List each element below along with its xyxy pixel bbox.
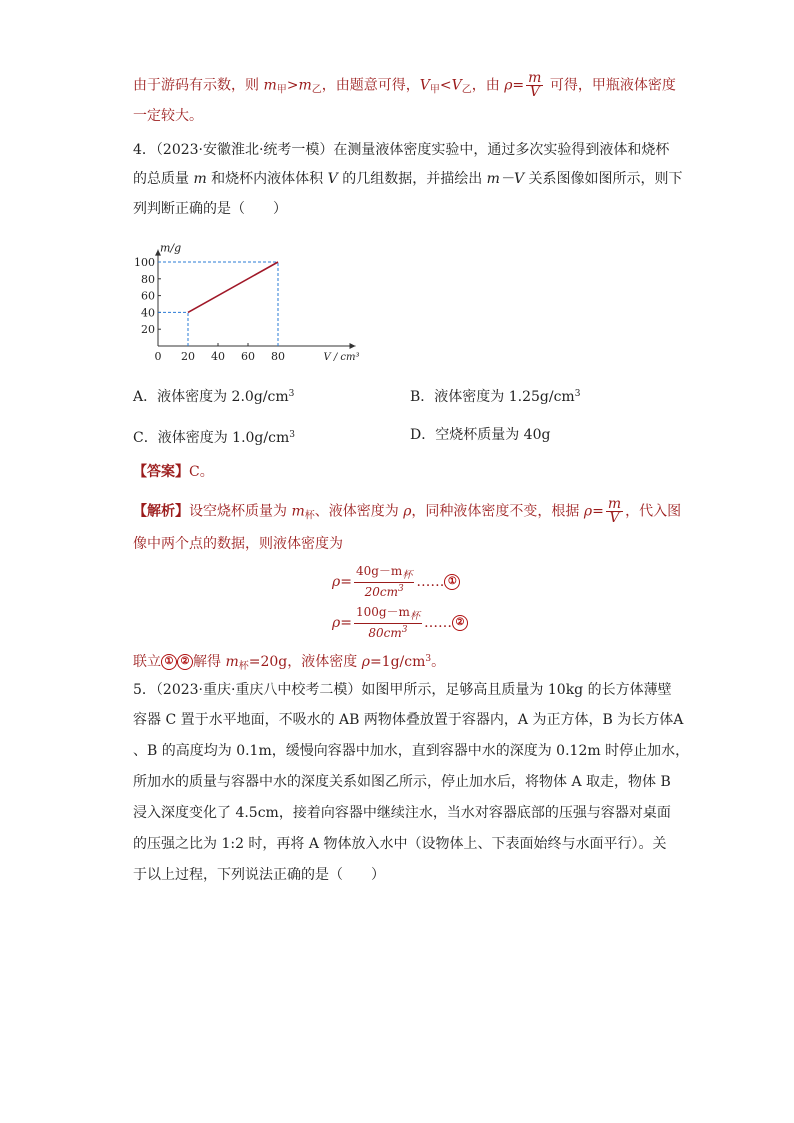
analysis-line-1: 【解析】设空烧杯质量为 $m_杯$、液体密度为 ρ，同种液体密度不变，根据 ρ= $\frac{m}{V}$ ，代入图 — [133, 496, 682, 526]
answer-line: 【答案】C。 — [133, 464, 214, 480]
y-tick-label: 60 — [141, 289, 155, 303]
q5-line-1: 5．（2023·重庆·重庆八中校考二模）如图甲所示，足够高且质量为 10kg 的长方体薄壁 — [133, 682, 672, 698]
option-d: D．空烧杯质量为 40g — [410, 427, 551, 443]
y-tick-label: 100 — [134, 256, 155, 269]
analysis-line-2: 像中两个点的数据，则液体密度为 — [133, 536, 343, 552]
q5-line-7: 于以上过程，下列说法正确的是（ ） — [133, 867, 385, 883]
option-b: B．液体密度为 $1.25g/cm^3$ — [410, 389, 581, 405]
m-v-chart — [130, 228, 370, 368]
q4-line-3: 列判断正确的是（ ） — [133, 201, 287, 217]
y-tick-label: 80 — [141, 272, 155, 286]
x-tick-label: 20 — [181, 350, 195, 363]
x-tick-label: 60 — [241, 350, 255, 363]
intro-line-1: 由于游码有示数，则 $m_甲>m_乙$，由题意可得，$V_甲<V_乙$，由 ρ= $\frac{m}{V}$ 可得，甲瓶液体密度 — [133, 70, 676, 100]
q4-line-1: 4．（2023·安徽淮北·统考一模）在测量液体密度实验中，通过多次实验得到液体和烧杯 — [133, 142, 670, 158]
x-tick-label: 0 — [154, 350, 162, 363]
circle-1-icon: ① — [444, 574, 460, 590]
option-a: A．液体密度为 $2.0g/cm^3$ — [133, 389, 295, 405]
equation-2: ρ= $\frac{100g-m_杯}{80cm^3}$ …… ② — [332, 606, 468, 640]
series-line-segment — [188, 262, 278, 312]
q5-line-5: 浸入深度变化了 4.5cm，接着向容器中继续注水，当水对容器底部的压强与容器对桌面 — [133, 805, 671, 821]
q5-line-6: 的压强之比为 1:2 时，再将 A 物体放入水中（设物体上、下表面始终与水面平行）。关 — [133, 836, 667, 852]
option-c: C．液体密度为 $1.0g/cm^3$ — [133, 430, 295, 446]
x-tick-label: 40 — [211, 350, 225, 363]
y-tick-label: 40 — [141, 306, 155, 320]
q5-line-4: 所加水的质量与容器中水的深度关系如图乙所示，停止加水后，将物体 A 取走，物体 B — [133, 774, 671, 790]
y-axis-label: m/g — [160, 241, 182, 255]
intro-line-2: 一定较大。 — [133, 108, 203, 124]
x-axis-label: V / cm³ — [323, 352, 360, 363]
q4-line-2: 的总质量 m 和烧杯内液体体积 V 的几组数据，并描绘出 m－V 关系图像如图所示，则下 — [133, 171, 683, 187]
circle-2-icon: ② — [452, 615, 468, 631]
q5-line-2: 容器 C 置于水平地面，不吸水的 AB 两物体叠放置于容器内，A 为正方体，B 为长方体A — [133, 712, 684, 728]
x-tick-label: 80 — [271, 350, 285, 363]
equation-1: ρ= $\frac{40g-m_杯}{20cm^3}$ …… ① — [332, 565, 460, 599]
x-axis-arrow-icon — [350, 343, 356, 349]
y-tick-label: 20 — [141, 323, 155, 337]
result-line: 联立 ① ② 解得 $m_杯=20g$，液体密度 $\rho=1g/cm^3$。 — [133, 654, 446, 672]
q5-line-3: 、B 的高度均为 0.1m，缓慢向容器中加水，直到容器中水的深度为 0.12m 时停止加水， — [133, 743, 690, 759]
